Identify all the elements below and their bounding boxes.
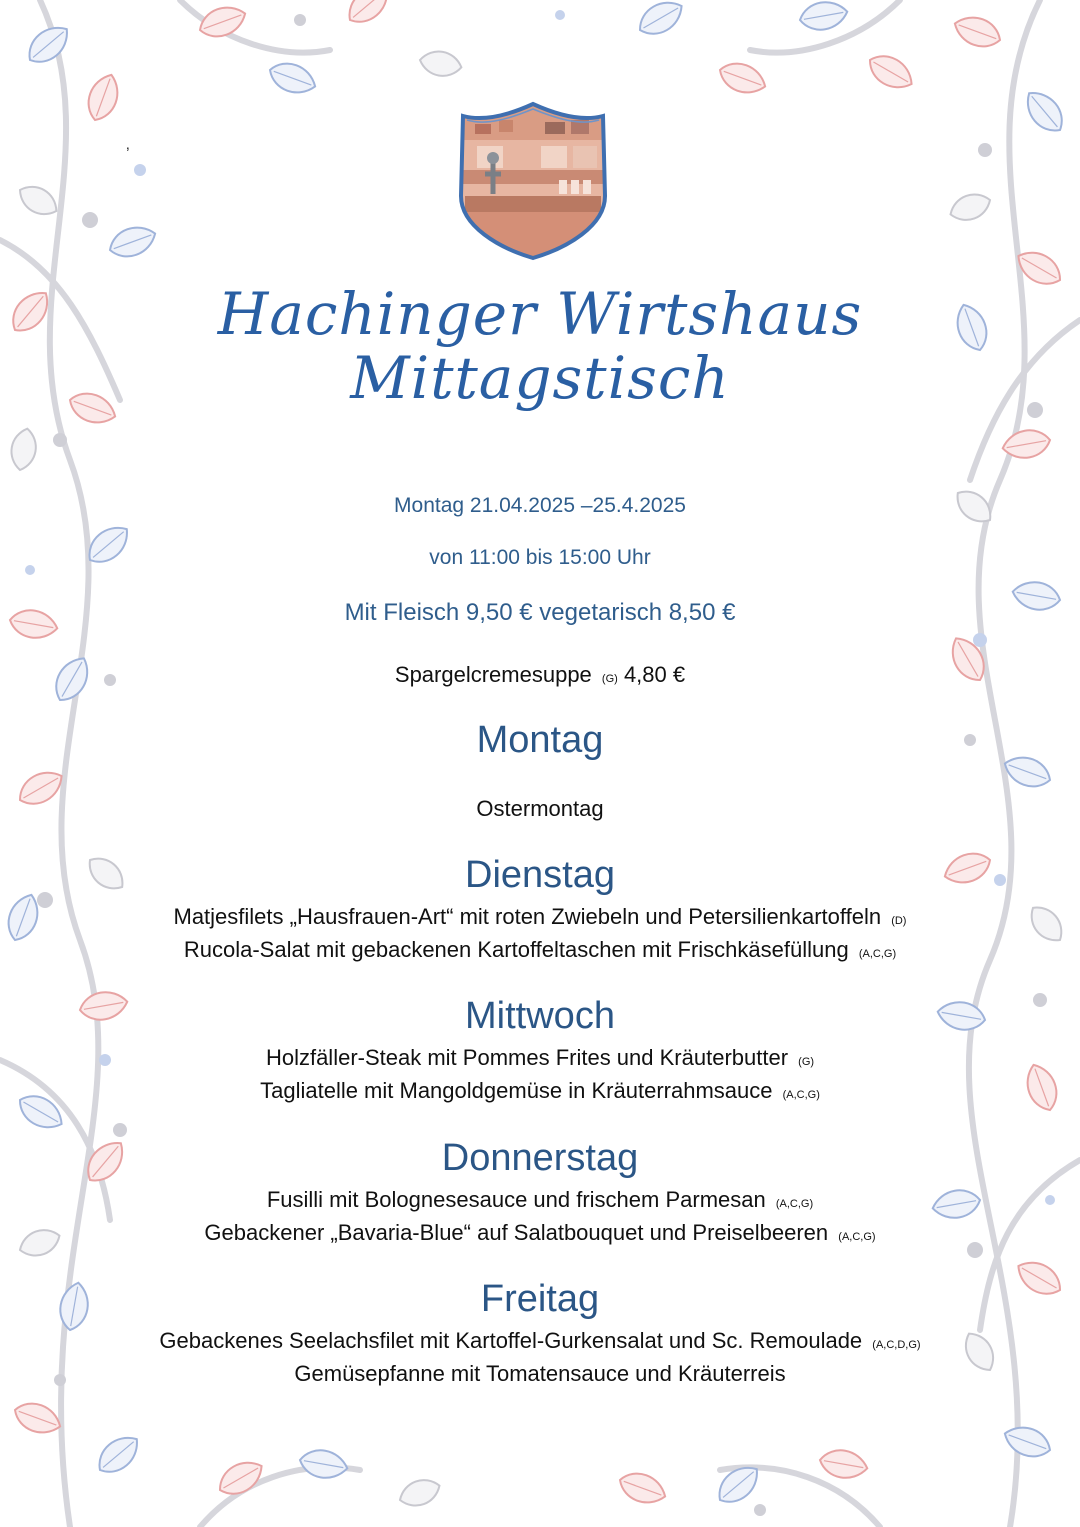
dish-text: Holzfäller-Steak mit Pommes Frites und Kräuterbutter xyxy=(265,1045,789,1070)
wirtshaus-crest-icon xyxy=(455,100,611,262)
dish-text: Gemüsepfanne mit Tomatensauce und Kräuterreis xyxy=(294,1361,786,1386)
soup-allergen: (G) xyxy=(601,673,618,685)
dish-text: Tagliatelle mit Mangoldgemüse in Kräuterrahmsauce xyxy=(260,1078,773,1103)
dish-allergen: (A,C,G) xyxy=(838,1231,876,1243)
stray-mark: ‚ xyxy=(126,136,130,153)
dish-line xyxy=(0,1074,1080,1112)
dish-text: Ostermontag xyxy=(476,796,604,821)
dish-allergen: (D) xyxy=(891,915,907,927)
soup-price: 4,80 € xyxy=(623,662,686,687)
dish-line xyxy=(0,1216,1080,1254)
price-info: Mit Fleisch 9,50 € vegetarisch 8,50 € xyxy=(344,599,736,626)
day-heading-dienstag: Dienstag xyxy=(465,854,615,896)
dish-allergen: (A,C,G) xyxy=(782,1089,820,1101)
dish-line xyxy=(0,933,1080,971)
dish-allergen: (A,C,G) xyxy=(775,1198,814,1210)
dish-text: Rucola-Salat mit gebackenen Kartoffeltaschen mit Frischkäsefüllung xyxy=(183,937,849,962)
soup-name: Spargelcremesuppe xyxy=(394,662,592,687)
day-heading-montag: Montag xyxy=(476,719,604,761)
date-range: Montag 21.04.2025 –25.4.2025 xyxy=(394,494,686,517)
dish-text: Gebackenes Seelachsfilet mit Kartoffel-Gurkensalat und Sc. Remoulade xyxy=(159,1328,863,1353)
dish-allergen: (A,C,D,G) xyxy=(872,1339,921,1351)
page-title: Mittagstisch xyxy=(350,344,730,412)
day-heading-mittwoch: Mittwoch xyxy=(465,995,615,1037)
day-heading-freitag: Freitag xyxy=(480,1278,600,1320)
dish-line xyxy=(0,1357,1080,1390)
soup-line xyxy=(0,658,1080,696)
dish-allergen: (A,C,G) xyxy=(858,948,897,960)
dish-line xyxy=(0,792,1080,825)
dish-text: Gebackener „Bavaria-Blue“ auf Salatbouquet und Preiselbeeren xyxy=(204,1220,829,1245)
dish-allergen: (G) xyxy=(798,1056,815,1068)
dish-text: Fusilli mit Bolognesesauce und frischem Parmesan xyxy=(266,1187,766,1212)
opening-hours: von 11:00 bis 15:00 Uhr xyxy=(429,546,651,569)
restaurant-title: Hachinger Wirtshaus xyxy=(217,280,863,348)
day-heading-donnerstag: Donnerstag xyxy=(441,1137,639,1179)
dish-text: Matjesfilets „Hausfrauen-Art“ mit roten Zwiebeln und Petersilienkartoffeln xyxy=(173,904,882,929)
